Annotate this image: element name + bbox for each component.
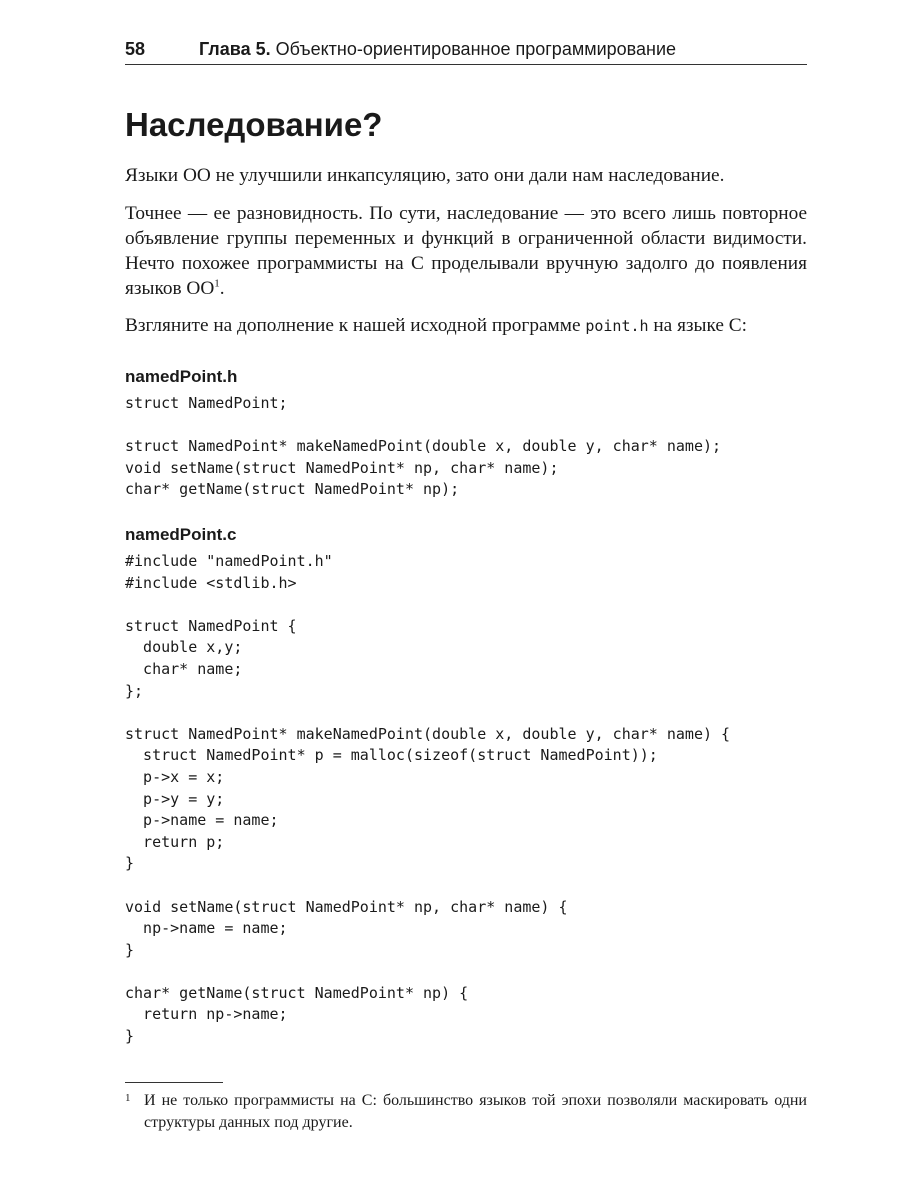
code-line: struct NamedPoint; [125, 394, 288, 412]
code-line [125, 875, 730, 897]
code-line: return np->name; [125, 1005, 288, 1024]
code-line: struct NamedPoint* makeNamedPoint(double x, double y, char* name); [125, 437, 722, 456]
footnote-divider [125, 1082, 223, 1083]
code-line: #include "namedPoint.h" [125, 552, 333, 570]
code-line: char* getName(struct NamedPoint* np) { [125, 983, 469, 1002]
paragraph-3 [125, 313, 807, 339]
code-line: p->y = y; [125, 789, 225, 808]
code-line: } [125, 1027, 135, 1046]
paragraph-3-text-after: на языке C: [648, 315, 747, 336]
paragraph-1-text: Языки ОО не улучшили инкапсуляцию, зато они дали нам наследование. [125, 165, 725, 186]
footnote [125, 1090, 807, 1134]
code-line: p->x = x; [125, 767, 225, 786]
paragraph-3-text-before: Взгляните на дополнение к нашей исходной программе [125, 315, 586, 336]
listing-label-namedpoint-h: namedPoint.h [125, 367, 238, 386]
paragraph-2 [125, 201, 807, 301]
running-header [125, 34, 807, 65]
paragraph-2-end: . [219, 278, 225, 299]
code-line: char* name; [125, 659, 243, 678]
code-line: return p; [125, 832, 225, 851]
code-line: double x,y; [125, 638, 243, 657]
code-line [125, 415, 721, 437]
code-line: char* getName(struct NamedPoint* np); [125, 480, 460, 499]
code-line: np->name = name; [125, 919, 288, 938]
footnote-reference[interactable]: 1 [214, 277, 220, 290]
chapter-title: Объектно-ориентированное программирование [270, 39, 677, 59]
section-title: Наследование? [125, 106, 383, 143]
paragraph-1 [125, 163, 807, 188]
code-listing-namedpoint-c [125, 551, 730, 1048]
code-line: #include <stdlib.h> [125, 573, 297, 592]
footnote-text: И не только программисты на C: большинство языков той эпохи позволяли маскировать одни структуры данных под другие. [144, 1092, 807, 1131]
code-line: }; [125, 681, 144, 700]
code-line: } [125, 940, 135, 959]
code-line: void setName(struct NamedPoint* np, char* name) { [125, 897, 568, 916]
inline-code-point-h: point.h [585, 317, 649, 335]
footnote-marker: 1 [125, 1092, 131, 1104]
paragraph-2-text: Точнее — ее разновидность. По сути, наследование — это всего лишь повторное объявление группы переменных и функций в ограниченной области видимости. Нечто похожее программисты на C проделывали вручную задолго до появления языков ОО [125, 203, 807, 299]
code-line [125, 594, 730, 616]
code-line: struct NamedPoint* p = malloc(sizeof(struct NamedPoint)); [125, 746, 658, 765]
listing-label-namedpoint-c: namedPoint.c [125, 525, 237, 544]
chapter-label: Глава 5. [199, 39, 271, 59]
code-line [125, 702, 730, 724]
page-number: 58 [125, 39, 146, 59]
code-line: struct NamedPoint { [125, 616, 297, 635]
code-line: struct NamedPoint* makeNamedPoint(double x, double y, char* name) { [125, 724, 731, 743]
code-line: p->name = name; [125, 811, 279, 830]
code-line: void setName(struct NamedPoint* np, char* name); [125, 458, 559, 477]
code-line: } [125, 854, 135, 873]
code-line [125, 961, 730, 983]
code-listing-namedpoint-h [125, 393, 721, 501]
